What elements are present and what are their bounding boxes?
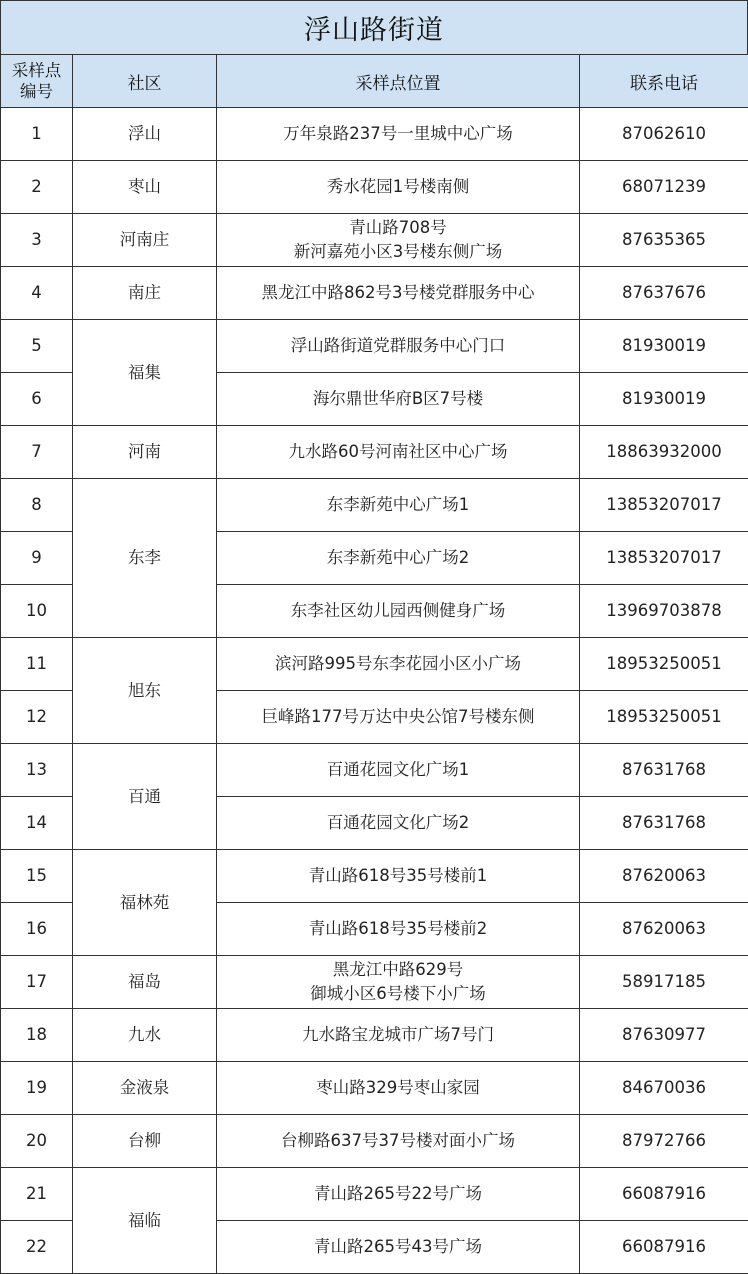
cell-community: 福集 (73, 320, 217, 426)
location-line: 黑龙江中路862号3号楼党群服务中心 (217, 281, 579, 305)
table-row (1, 320, 748, 373)
cell-phone: 13853207017 (580, 479, 748, 532)
location-line: 九水路60号河南社区中心广场 (217, 440, 579, 464)
cell-location (217, 1115, 580, 1168)
location-line: 青山路708号 (217, 216, 579, 240)
table-header-row (1, 55, 748, 108)
header-site-number (1, 55, 73, 108)
sheet-title-bar (0, 0, 748, 55)
location-line: 百通花园文化广场1 (217, 758, 579, 782)
cell-location (217, 320, 580, 373)
cell-site-number: 2 (1, 161, 73, 214)
cell-location (217, 638, 580, 691)
cell-location (217, 903, 580, 956)
cell-site-number: 14 (1, 797, 73, 850)
cell-location (217, 426, 580, 479)
table-row (1, 956, 748, 1009)
cell-phone: 87062610 (580, 108, 748, 161)
location-line: 万年泉路237号一里城中心广场 (217, 122, 579, 146)
cell-site-number: 15 (1, 850, 73, 903)
location-line: 黑龙江中路629号 (217, 958, 579, 982)
cell-location (217, 214, 580, 267)
cell-phone: 18953250051 (580, 638, 748, 691)
header-phone: 联系电话 (580, 55, 748, 108)
header-site-number-line2: 编号 (1, 81, 72, 102)
table-row (1, 744, 748, 797)
cell-phone: 87631768 (580, 744, 748, 797)
cell-phone: 87635365 (580, 214, 748, 267)
cell-site-number: 9 (1, 532, 73, 585)
location-line: 青山路265号43号广场 (217, 1235, 579, 1259)
cell-phone: 68071239 (580, 161, 748, 214)
cell-phone: 18863932000 (580, 426, 748, 479)
cell-site-number: 11 (1, 638, 73, 691)
cell-community: 浮山 (73, 108, 217, 161)
cell-site-number: 6 (1, 373, 73, 426)
location-line: 滨河路995号东李花园小区小广场 (217, 652, 579, 676)
cell-phone: 81930019 (580, 373, 748, 426)
location-line: 青山路618号35号楼前1 (217, 864, 579, 888)
cell-phone: 87620063 (580, 850, 748, 903)
cell-community: 九水 (73, 1009, 217, 1062)
cell-site-number: 1 (1, 108, 73, 161)
cell-community: 河南 (73, 426, 217, 479)
cell-location (217, 797, 580, 850)
table-row (1, 426, 748, 479)
cell-site-number: 19 (1, 1062, 73, 1115)
cell-phone: 87972766 (580, 1115, 748, 1168)
cell-location (217, 956, 580, 1009)
cell-community: 福临 (73, 1168, 217, 1274)
header-site-number-line1: 采样点 (1, 60, 72, 81)
cell-community: 福林苑 (73, 850, 217, 956)
cell-location (217, 691, 580, 744)
location-line: 青山路618号35号楼前2 (217, 917, 579, 941)
location-line: 海尔鼎世华府B区7号楼 (217, 387, 579, 411)
table-row (1, 1115, 748, 1168)
cell-site-number: 12 (1, 691, 73, 744)
location-line: 台柳路637号37号楼对面小广场 (217, 1129, 579, 1153)
sheet-title: 浮山路街道 (304, 8, 444, 47)
sampling-sites-table (0, 54, 748, 1274)
location-line: 浮山路街道党群服务中心门口 (217, 334, 579, 358)
location-line: 百通花园文化广场2 (217, 811, 579, 835)
cell-community: 台柳 (73, 1115, 217, 1168)
table-row (1, 1009, 748, 1062)
table-row (1, 638, 748, 691)
table-row (1, 479, 748, 532)
header-community: 社区 (73, 55, 217, 108)
cell-location (217, 1062, 580, 1115)
cell-site-number: 4 (1, 267, 73, 320)
cell-phone: 66087916 (580, 1221, 748, 1274)
location-line: 九水路宝龙城市广场7号门 (217, 1023, 579, 1047)
cell-location (217, 479, 580, 532)
cell-location (217, 850, 580, 903)
location-line: 御城小区6号楼下小广场 (217, 982, 579, 1006)
cell-location (217, 1221, 580, 1274)
cell-phone: 13853207017 (580, 532, 748, 585)
cell-location (217, 267, 580, 320)
location-line: 新河嘉苑小区3号楼东侧广场 (217, 240, 579, 264)
cell-site-number: 8 (1, 479, 73, 532)
cell-community: 河南庄 (73, 214, 217, 267)
cell-site-number: 5 (1, 320, 73, 373)
cell-community: 东李 (73, 479, 217, 638)
location-line: 枣山路329号枣山家园 (217, 1076, 579, 1100)
cell-location (217, 585, 580, 638)
location-line: 青山路265号22号广场 (217, 1182, 579, 1206)
cell-phone: 87637676 (580, 267, 748, 320)
table-row (1, 1168, 748, 1221)
cell-community: 百通 (73, 744, 217, 850)
cell-phone: 81930019 (580, 320, 748, 373)
cell-community: 枣山 (73, 161, 217, 214)
cell-site-number: 22 (1, 1221, 73, 1274)
cell-community: 福岛 (73, 956, 217, 1009)
location-line: 巨峰路177号万达中央公馆7号楼东侧 (217, 705, 579, 729)
cell-location (217, 1009, 580, 1062)
table-body (1, 108, 748, 1274)
location-line: 秀水花园1号楼南侧 (217, 175, 579, 199)
header-location: 采样点位置 (217, 55, 580, 108)
cell-location (217, 373, 580, 426)
table-row (1, 214, 748, 267)
cell-location (217, 1168, 580, 1221)
cell-site-number: 7 (1, 426, 73, 479)
cell-phone: 58917185 (580, 956, 748, 1009)
cell-site-number: 3 (1, 214, 73, 267)
cell-community: 南庄 (73, 267, 217, 320)
cell-location (217, 532, 580, 585)
cell-site-number: 13 (1, 744, 73, 797)
cell-location (217, 108, 580, 161)
cell-phone: 87631768 (580, 797, 748, 850)
cell-site-number: 10 (1, 585, 73, 638)
cell-location (217, 744, 580, 797)
cell-site-number: 18 (1, 1009, 73, 1062)
location-line: 东李社区幼儿园西侧健身广场 (217, 599, 579, 623)
cell-community: 旭东 (73, 638, 217, 744)
location-line: 东李新苑中心广场2 (217, 546, 579, 570)
location-line: 东李新苑中心广场1 (217, 493, 579, 517)
table-row (1, 850, 748, 903)
cell-phone: 13969703878 (580, 585, 748, 638)
cell-site-number: 21 (1, 1168, 73, 1221)
cell-phone: 18953250051 (580, 691, 748, 744)
cell-site-number: 20 (1, 1115, 73, 1168)
cell-community: 金液泉 (73, 1062, 217, 1115)
cell-phone: 87630977 (580, 1009, 748, 1062)
cell-location (217, 161, 580, 214)
cell-site-number: 17 (1, 956, 73, 1009)
table-row (1, 161, 748, 214)
table-row (1, 267, 748, 320)
cell-phone: 66087916 (580, 1168, 748, 1221)
cell-phone: 87620063 (580, 903, 748, 956)
cell-phone: 84670036 (580, 1062, 748, 1115)
cell-site-number: 16 (1, 903, 73, 956)
table-row (1, 108, 748, 161)
table-row (1, 1062, 748, 1115)
